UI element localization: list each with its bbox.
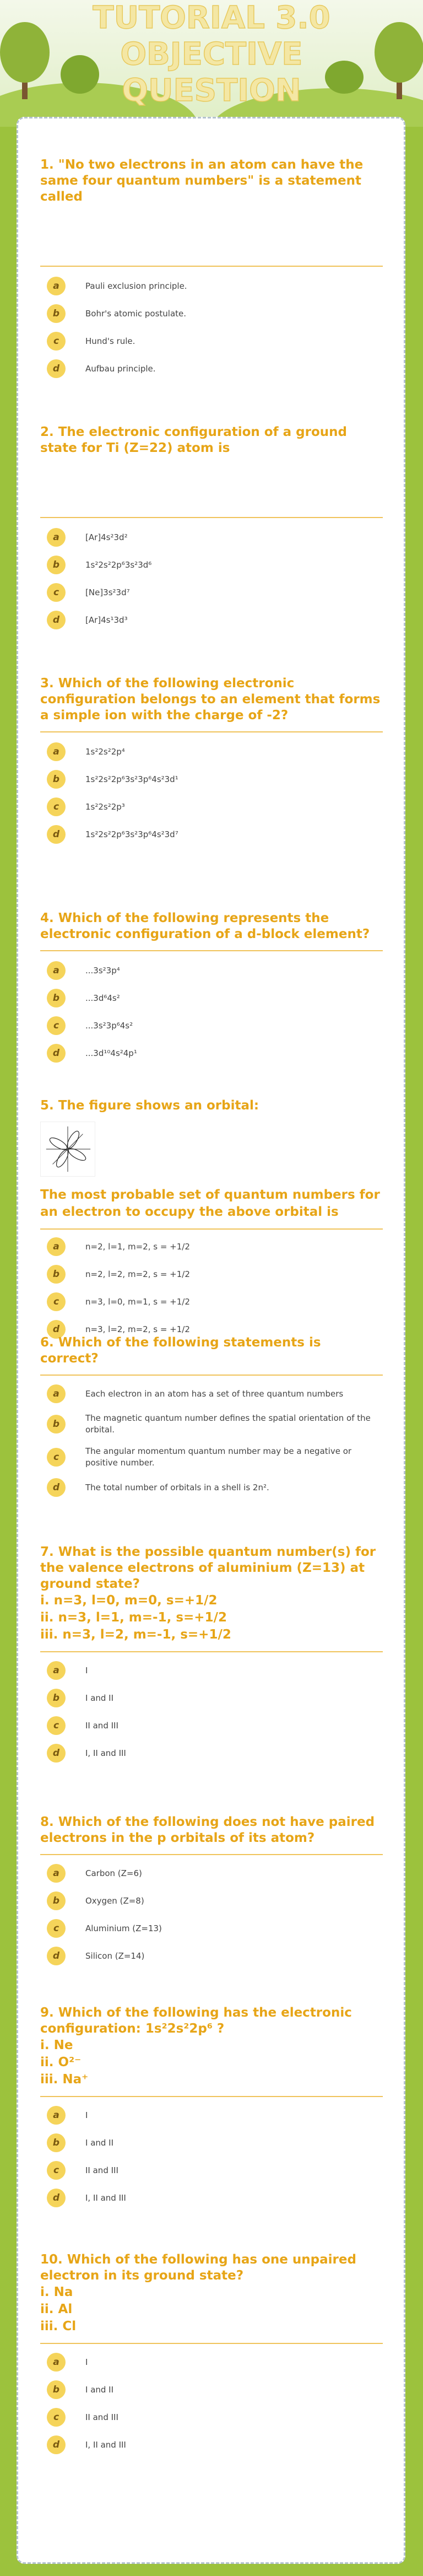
option-a[interactable]	[40, 1860, 383, 1887]
option-letter: b	[47, 1415, 66, 1433]
option-a[interactable]	[40, 272, 383, 300]
question-subtext: The most probable set of quantum numbers for an electron to occupy the above orbital is	[40, 1188, 380, 1219]
option-a[interactable]	[40, 1380, 383, 1408]
option-letter: b	[47, 2380, 66, 2399]
question-text: 2. The electronic configuration of a ground state for Ti (Z=22) atom is	[40, 425, 347, 455]
option-text: [Ar]4s²3d²	[85, 532, 128, 542]
option-letter: a	[47, 742, 66, 761]
option-letter: d	[47, 359, 66, 378]
option-b[interactable]	[40, 300, 383, 327]
option-c[interactable]	[40, 1288, 383, 1316]
option-text: II and III	[85, 2165, 118, 2175]
option-letter: a	[47, 1661, 66, 1680]
option-letter: c	[47, 1292, 66, 1311]
option-a[interactable]	[40, 1233, 383, 1260]
question-text: 7. What is the possible quantum number(s) for the valence electrons of aluminium (Z=13) at ground state?	[40, 1545, 376, 1591]
option-text: 1s²2s²2p³	[85, 801, 125, 812]
option-letter: b	[47, 1265, 66, 1284]
option-text: n=2, l=2, m=2, s = +1/2	[85, 1269, 190, 1279]
option-letter: a	[47, 277, 66, 295]
option-a[interactable]	[40, 1657, 383, 1684]
option-d[interactable]	[40, 1039, 383, 1067]
option-text: The total number of orbitals in a shell is 2n².	[85, 1482, 269, 1492]
question-5	[40, 1098, 383, 1335]
option-text: Silicon (Z=14)	[85, 1950, 145, 1961]
option-b[interactable]	[40, 1408, 383, 1441]
option-text: I and II	[85, 1693, 114, 1703]
option-text: 1s²2s²2p⁶3s²3p⁶4s²3d¹	[85, 774, 178, 784]
option-c[interactable]	[40, 579, 383, 606]
question-7	[40, 1544, 383, 1814]
option-b[interactable]	[40, 2376, 383, 2403]
option-text: ...3d⁶4s²	[85, 993, 120, 1003]
option-text: I, II and III	[85, 1748, 126, 1758]
divider	[40, 266, 383, 267]
option-text: I and II	[85, 2384, 114, 2395]
question-text: 8. Which of the following does not have paired electrons in the p orbitals of its atom?	[40, 1815, 375, 1845]
option-b[interactable]	[40, 551, 383, 579]
option-text: II and III	[85, 1720, 118, 1731]
option-d[interactable]	[40, 355, 383, 382]
option-letter: a	[47, 961, 66, 980]
option-text: Aufbau principle.	[85, 363, 156, 374]
option-d[interactable]	[40, 1942, 383, 1970]
option-text: I and II	[85, 2137, 114, 2148]
option-text: n=3, l=0, m=1, s = +1/2	[85, 1296, 190, 1307]
option-d[interactable]	[40, 2431, 383, 2459]
option-text: Each electron in an atom has a set of three quantum numbers	[85, 1388, 344, 1399]
question-3	[40, 676, 383, 910]
option-letter: a	[47, 528, 66, 547]
option-d[interactable]	[40, 1474, 383, 1501]
option-letter: c	[47, 797, 66, 816]
option-a[interactable]	[40, 524, 383, 551]
option-c[interactable]	[40, 327, 383, 355]
option-letter: c	[47, 1716, 66, 1735]
option-letter: c	[47, 1919, 66, 1938]
option-text: Hund's rule.	[85, 336, 135, 346]
question-8	[40, 1814, 383, 2005]
option-text: Carbon (Z=6)	[85, 1868, 142, 1878]
option-text: 1s²2s²2p⁴	[85, 746, 125, 757]
option-text: Oxygen (Z=8)	[85, 1895, 144, 1906]
question-4	[40, 910, 383, 1098]
option-letter: b	[47, 556, 66, 574]
option-letter: d	[47, 1744, 66, 1763]
option-text: I, II and III	[85, 2192, 126, 2203]
option-text: [Ar]4s¹3d³	[85, 615, 128, 625]
option-text: Pauli exclusion principle.	[85, 281, 187, 291]
option-text: 1s²2s²2p⁶3s²3d⁶	[85, 559, 152, 570]
statement-iii: iii. Na⁺	[40, 2072, 89, 2087]
option-text: [Ne]3s²3d⁷	[85, 587, 130, 597]
divider	[40, 1228, 383, 1230]
option-text: Bohr's atomic postulate.	[85, 308, 187, 319]
option-d[interactable]	[40, 2184, 383, 2212]
option-text: The angular momentum quantum number may be a negative or positive number.	[85, 1446, 352, 1468]
question-text: 4. Which of the following represents the electronic configuration of a d-block element?	[40, 911, 370, 941]
option-letter: b	[47, 770, 66, 789]
option-b[interactable]	[40, 1887, 383, 1915]
question-text: 3. Which of the following electronic configuration belongs to an element that forms a simple ion with the charge of -2?	[40, 676, 381, 723]
divider	[40, 950, 383, 951]
option-text: II and III	[85, 2412, 118, 2422]
option-text: n=3, l=2, m=2, s = +1/2	[85, 1324, 190, 1334]
option-c[interactable]	[40, 1012, 383, 1039]
question-2	[40, 424, 383, 676]
option-text: n=2, l=1, m=2, s = +1/2	[85, 1241, 190, 1252]
option-letter: d	[47, 825, 66, 844]
option-c[interactable]	[40, 793, 383, 821]
option-letter: a	[47, 1237, 66, 1256]
option-c[interactable]	[40, 2403, 383, 2431]
option-text: I, II and III	[85, 2439, 126, 2450]
option-letter: d	[47, 1947, 66, 1965]
option-letter: d	[47, 1320, 66, 1339]
option-letter: b	[47, 304, 66, 323]
option-text: The magnetic quantum number defines the spatial orientation of the orbital.	[85, 1413, 371, 1435]
option-b[interactable]	[40, 1260, 383, 1288]
option-a[interactable]	[40, 738, 383, 766]
option-b[interactable]	[40, 2129, 383, 2157]
option-text: I	[85, 1665, 88, 1675]
statement-iii: iii. Cl	[40, 2319, 77, 2334]
option-d[interactable]	[40, 821, 383, 848]
statement-iii: iii. n=3, l=2, m=-1, s=+1/2	[40, 1627, 231, 1642]
option-letter: c	[47, 583, 66, 602]
question-1	[40, 157, 383, 424]
option-letter: d	[47, 1478, 66, 1497]
question-text: 6. Which of the following statements is correct?	[40, 1335, 321, 1366]
option-letter: d	[47, 611, 66, 629]
statement-ii: ii. O²⁻	[40, 2055, 82, 2070]
question-text: 10. Which of the following has one unpaired electron in its ground state?	[40, 2252, 356, 2283]
option-text: 1s²2s²2p⁶3s²3p⁶4s²3d⁷	[85, 829, 178, 839]
option-c[interactable]	[40, 2157, 383, 2184]
divider	[40, 2343, 383, 2344]
divider	[40, 731, 383, 732]
divider	[40, 1375, 383, 1376]
option-letter: d	[47, 1044, 66, 1063]
divider	[40, 1854, 383, 1855]
option-letter: a	[47, 2106, 66, 2125]
option-c[interactable]	[40, 1441, 383, 1474]
option-letter: a	[47, 1864, 66, 1883]
option-d[interactable]	[40, 606, 383, 634]
question-text: 5. The figure shows an orbital:	[40, 1098, 259, 1113]
option-letter: b	[47, 1689, 66, 1707]
option-a[interactable]	[40, 2348, 383, 2376]
option-letter: d	[47, 2189, 66, 2207]
option-letter: a	[47, 1384, 66, 1403]
option-letter: a	[47, 2353, 66, 2372]
option-b[interactable]	[40, 1684, 383, 1712]
divider	[40, 2096, 383, 2097]
option-letter: b	[47, 1891, 66, 1910]
option-letter: c	[47, 2408, 66, 2427]
option-b[interactable]	[40, 984, 383, 1012]
option-letter: b	[47, 989, 66, 1007]
divider	[40, 1651, 383, 1652]
statement-i: i. Ne	[40, 2038, 73, 2052]
option-d[interactable]	[40, 1739, 383, 1767]
option-letter: b	[47, 2133, 66, 2152]
divider	[40, 517, 383, 518]
option-a[interactable]	[40, 957, 383, 984]
quiz-card	[17, 117, 405, 2564]
page-title: TUTORIAL 3.0 OBJECTIVE QUESTION	[93, 0, 330, 109]
option-text: I	[85, 2110, 88, 2120]
option-a[interactable]	[40, 2101, 383, 2129]
header-banner	[0, 0, 423, 127]
question-text: 1. "No two electrons in an atom can have the same four quantum numbers" is a statement called	[40, 158, 364, 204]
orbital-figure	[40, 1122, 95, 1177]
question-6	[40, 1335, 383, 1544]
option-text: ...3s²3p⁶4s²	[85, 1020, 133, 1031]
option-letter: d	[47, 2435, 66, 2454]
option-c[interactable]	[40, 1915, 383, 1942]
question-text: 9. Which of the following has the electronic configuration: 1s²2s²2p⁶ ?	[40, 2006, 352, 2036]
option-text: ...3s²3p⁴	[85, 965, 120, 976]
option-text: I	[85, 2357, 88, 2367]
option-letter: c	[47, 1016, 66, 1035]
question-9	[40, 2005, 383, 2252]
option-letter: c	[47, 1448, 66, 1467]
option-letter: c	[47, 2161, 66, 2180]
option-text: Aluminium (Z=13)	[85, 1923, 162, 1933]
question-10	[40, 2252, 383, 2483]
statement-ii: ii. Al	[40, 2302, 73, 2316]
option-b[interactable]	[40, 766, 383, 793]
option-c[interactable]	[40, 1712, 383, 1739]
statement-ii: ii. n=3, l=1, m=-1, s=+1/2	[40, 1610, 227, 1625]
statement-i: i. Na	[40, 2285, 73, 2299]
statement-i: i. n=3, l=0, m=0, s=+1/2	[40, 1593, 218, 1608]
option-text: ...3d¹⁰4s²4p¹	[85, 1048, 137, 1058]
option-letter: c	[47, 332, 66, 351]
